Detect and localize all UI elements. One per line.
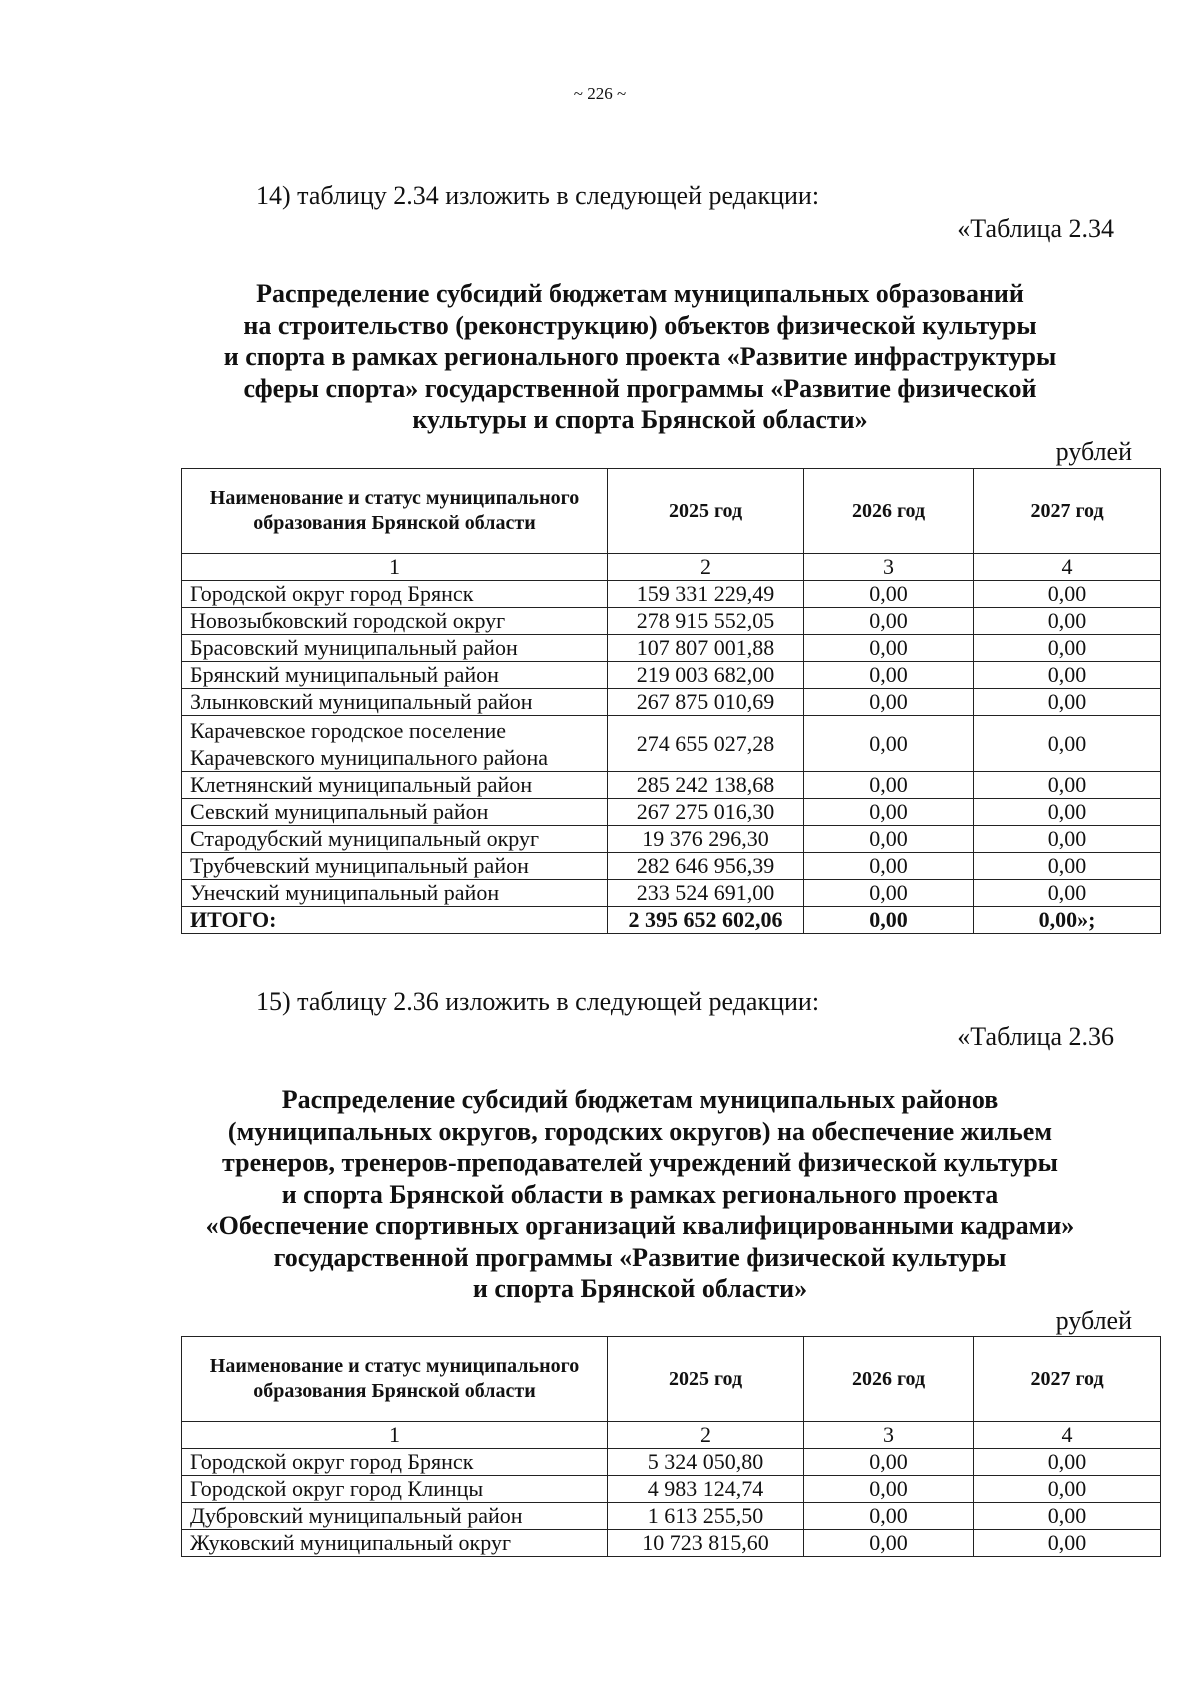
column-numbers-row xyxy=(182,1422,1161,1449)
value-2025: 274 655 027,28 xyxy=(608,716,804,772)
table-row xyxy=(182,662,1161,689)
value-2027: 0,00 xyxy=(974,1449,1161,1476)
value-2026: 0,00 xyxy=(804,1530,974,1557)
table-row xyxy=(182,853,1161,880)
heading-line: «Обеспечение спортивных организаций квалифицированными кадрами» xyxy=(205,1211,1075,1240)
heading-line: на строительство (реконструкцию) объектов физической культуры xyxy=(243,310,1037,340)
table-row xyxy=(182,689,1161,716)
table-row xyxy=(182,635,1161,662)
municipality-name: Городской округ город Брянск xyxy=(182,1449,608,1476)
municipality-name: Городской округ город Брянск xyxy=(182,581,608,608)
municipality-name: Трубчевский муниципальный район xyxy=(182,853,608,880)
column-header-2025: 2025 год xyxy=(608,1337,804,1422)
value-2025: 5 324 050,80 xyxy=(608,1449,804,1476)
value-2026: 0,00 xyxy=(804,880,974,907)
total-row xyxy=(182,907,1161,934)
column-header-2026: 2026 год xyxy=(804,469,974,554)
value-2025: 233 524 691,00 xyxy=(608,880,804,907)
page-number: ~ 226 ~ xyxy=(573,84,627,103)
municipality-name: Севский муниципальный район xyxy=(182,799,608,826)
table-row xyxy=(182,1530,1161,1557)
total-label: ИТОГО: xyxy=(182,907,608,934)
total-2027: 0,00»; xyxy=(974,907,1161,934)
value-2025: 219 003 682,00 xyxy=(608,662,804,689)
value-2027: 0,00 xyxy=(974,880,1161,907)
municipality-name: Клетнянский муниципальный район xyxy=(182,772,608,799)
table-row xyxy=(182,1503,1161,1530)
column-number: 1 xyxy=(182,1422,608,1449)
table-2-36-heading xyxy=(170,1084,1110,1305)
column-header-2025: 2025 год xyxy=(608,469,804,554)
value-2026: 0,00 xyxy=(804,826,974,853)
value-2025: 267 275 016,30 xyxy=(608,799,804,826)
table-row xyxy=(182,716,1161,772)
heading-line: и спорта Брянской области» xyxy=(472,1274,808,1303)
value-2027: 0,00 xyxy=(974,826,1161,853)
column-header-name: Наименование и статус муниципального образования Брянской области xyxy=(182,469,608,554)
table-row xyxy=(182,1476,1161,1503)
municipality-name: Злынковский муниципальный район xyxy=(182,689,608,716)
column-number: 2 xyxy=(608,554,804,581)
value-2026: 0,00 xyxy=(804,1449,974,1476)
column-header-2027: 2027 год xyxy=(974,469,1161,554)
value-2027: 0,00 xyxy=(974,1476,1161,1503)
header-row xyxy=(182,1337,1161,1422)
column-number: 3 xyxy=(804,554,974,581)
value-2027: 0,00 xyxy=(974,689,1161,716)
column-number: 4 xyxy=(974,1422,1161,1449)
table-2-34 xyxy=(181,468,1161,934)
heading-line: Распределение субсидий бюджетам муниципальных образований xyxy=(256,279,1024,308)
value-2027: 0,00 xyxy=(974,662,1161,689)
municipality-name: Брасовский муниципальный район xyxy=(182,635,608,662)
heading-line: тренеров, тренеров-преподавателей учреждений физической культуры xyxy=(222,1148,1058,1177)
value-2027: 0,00 xyxy=(974,608,1161,635)
table-row xyxy=(182,1449,1161,1476)
table-row xyxy=(182,581,1161,608)
total-2025: 2 395 652 602,06 xyxy=(608,907,804,934)
municipality-name: Карачевское городское поселение Карачевского муниципального района xyxy=(182,716,608,772)
value-2026: 0,00 xyxy=(804,853,974,880)
instruction-15: 15) таблицу 2.36 изложить в следующей редакции: xyxy=(256,987,820,1016)
table-row xyxy=(182,799,1161,826)
heading-line: Распределение субсидий бюджетам муниципальных районов xyxy=(281,1085,999,1114)
municipality-name: Стародубский муниципальный округ xyxy=(182,826,608,853)
value-2025: 4 983 124,74 xyxy=(608,1476,804,1503)
header-row xyxy=(182,469,1161,554)
value-2025: 285 242 138,68 xyxy=(608,772,804,799)
table-row xyxy=(182,880,1161,907)
value-2027: 0,00 xyxy=(974,772,1161,799)
value-2027: 0,00 xyxy=(974,635,1161,662)
municipality-name: Городской округ город Клинцы xyxy=(182,1476,608,1503)
table-label-2-34: «Таблица 2.34 xyxy=(957,214,1114,243)
value-2026: 0,00 xyxy=(804,772,974,799)
value-2026: 0,00 xyxy=(804,581,974,608)
municipality-name: Брянский муниципальный район xyxy=(182,662,608,689)
value-2027: 0,00 xyxy=(974,1530,1161,1557)
municipality-name: Унечский муниципальный район xyxy=(182,880,608,907)
table-2-36 xyxy=(181,1336,1161,1557)
value-2027: 0,00 xyxy=(974,799,1161,826)
value-2026: 0,00 xyxy=(804,1503,974,1530)
value-2025: 1 613 255,50 xyxy=(608,1503,804,1530)
heading-line: и спорта в рамках регионального проекта «Развитие инфраструктуры xyxy=(223,342,1057,371)
heading-line: государственной программы «Развитие физической культуры xyxy=(273,1242,1007,1272)
value-2025: 159 331 229,49 xyxy=(608,581,804,608)
value-2027: 0,00 xyxy=(974,716,1161,772)
value-2026: 0,00 xyxy=(804,799,974,826)
value-2025: 107 807 001,88 xyxy=(608,635,804,662)
municipality-name: Новозыбковский городской округ xyxy=(182,608,608,635)
table-2-34-heading xyxy=(170,278,1110,436)
table-row xyxy=(182,608,1161,635)
value-2027: 0,00 xyxy=(974,853,1161,880)
value-2026: 0,00 xyxy=(804,1476,974,1503)
heading-line: и спорта Брянской области в рамках регионального проекта xyxy=(281,1179,999,1209)
value-2026: 0,00 xyxy=(804,608,974,635)
table-label-2-36: «Таблица 2.36 xyxy=(957,1022,1114,1051)
column-number: 3 xyxy=(804,1422,974,1449)
value-2026: 0,00 xyxy=(804,689,974,716)
value-2025: 10 723 815,60 xyxy=(608,1530,804,1557)
table-row xyxy=(182,826,1161,853)
heading-line: (муниципальных округов, городских округов) на обеспечение жильем xyxy=(227,1116,1053,1146)
table-row xyxy=(182,772,1161,799)
value-2027: 0,00 xyxy=(974,1503,1161,1530)
value-2026: 0,00 xyxy=(804,716,974,772)
municipality-name: Жуковский муниципальный округ xyxy=(182,1530,608,1557)
value-2026: 0,00 xyxy=(804,662,974,689)
column-header-name: Наименование и статус муниципального образования Брянской области xyxy=(182,1337,608,1422)
column-number: 1 xyxy=(182,554,608,581)
column-header-2026: 2026 год xyxy=(804,1337,974,1422)
column-number: 2 xyxy=(608,1422,804,1449)
value-2027: 0,00 xyxy=(974,581,1161,608)
value-2025: 282 646 956,39 xyxy=(608,853,804,880)
units-label: рублей xyxy=(1055,437,1132,466)
value-2025: 19 376 296,30 xyxy=(608,826,804,853)
heading-line: культуры и спорта Брянской области» xyxy=(412,405,868,434)
value-2025: 278 915 552,05 xyxy=(608,608,804,635)
value-2026: 0,00 xyxy=(804,635,974,662)
column-numbers-row xyxy=(182,554,1161,581)
column-header-2027: 2027 год xyxy=(974,1337,1161,1422)
column-number: 4 xyxy=(974,554,1161,581)
instruction-14: 14) таблицу 2.34 изложить в следующей редакции: xyxy=(256,181,820,210)
heading-line: сферы спорта» государственной программы «Развитие физической xyxy=(243,373,1037,403)
value-2025: 267 875 010,69 xyxy=(608,689,804,716)
units-label: рублей xyxy=(1055,1306,1132,1335)
total-2026: 0,00 xyxy=(804,907,974,934)
municipality-name: Дубровский муниципальный район xyxy=(182,1503,608,1530)
